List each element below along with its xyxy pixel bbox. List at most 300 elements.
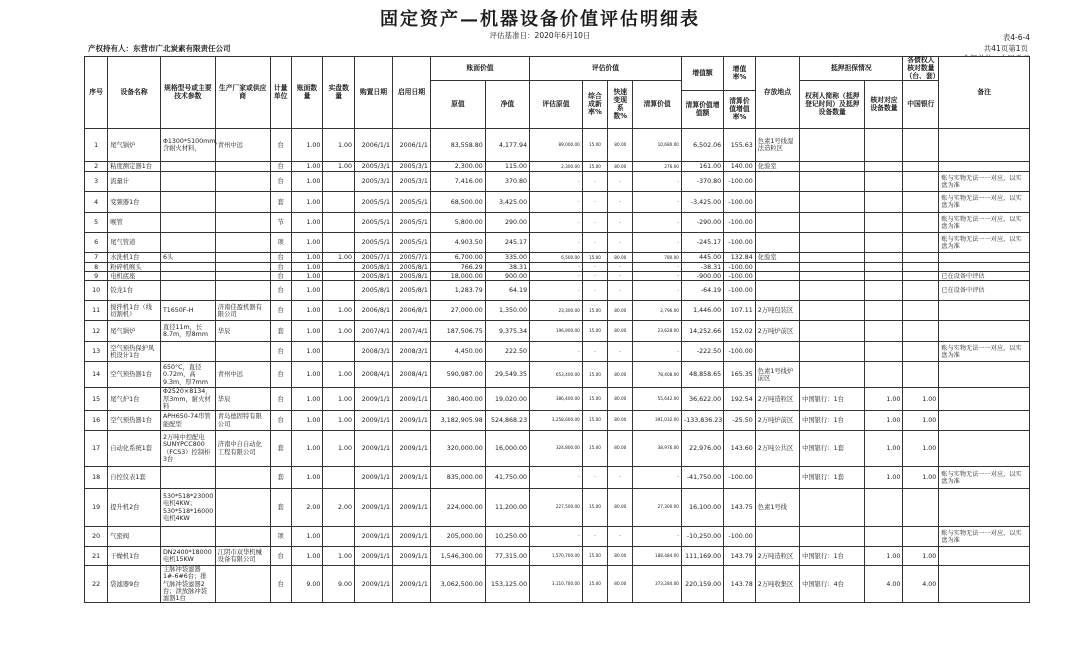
cell-real-qty: 1.00 (323, 301, 355, 321)
cell-pledgee (800, 489, 865, 527)
cell-location (755, 281, 799, 301)
cell-orig: 380,400.00 (430, 388, 485, 411)
cell-quick-rate: 80.00 (608, 301, 633, 321)
cell-bank: 1.00 (903, 411, 939, 431)
cell-model (160, 272, 215, 281)
cell-real-qty (323, 213, 355, 233)
cell-seq: 22 (85, 566, 108, 603)
cell-maker (215, 192, 270, 213)
cell-liquidation: 78,408.00 (633, 362, 682, 388)
cell-orig: 590,987.00 (430, 362, 485, 388)
cell-maker (215, 342, 270, 362)
cell-maker: 华辰 (215, 321, 270, 342)
cell-bank (903, 129, 939, 162)
cell-rate: 15.00 (582, 362, 607, 388)
cell-location (755, 272, 799, 281)
cell-book-qty: 1.00 (291, 192, 323, 213)
header-book-qty: 账面数量 (291, 57, 323, 129)
header-pledgee: 权利人简称（抵押登记时间）及抵押设备数量 (800, 81, 865, 129)
cell-location: 2万吨炉前区 (755, 321, 799, 342)
cell-eval-orig: 653,400.00 (530, 362, 583, 388)
cell-location (755, 263, 799, 272)
cell-location (755, 213, 799, 233)
cell-rate: 15.00 (582, 431, 607, 467)
cell-increase: 36,622.00 (681, 388, 723, 411)
table-row (85, 467, 1030, 489)
cell-bank (903, 362, 939, 388)
cell-eval-orig: - (530, 467, 583, 489)
cell-seq: 14 (85, 362, 108, 388)
cell-remark (939, 362, 1030, 388)
cell-remark (939, 566, 1030, 603)
cell-verify: 1.00 (865, 547, 903, 566)
cell-unit: 套 (270, 321, 291, 342)
cell-rate: - (582, 192, 607, 213)
cell-purchase-date: 2007/4/1 (355, 321, 393, 342)
cell-book-qty: 1.00 (291, 547, 323, 566)
cell-orig: 7,416.00 (430, 172, 485, 192)
cell-seq: 17 (85, 431, 108, 467)
cell-purchase-date: 2009/1/1 (355, 467, 393, 489)
cell-remark: 账与实物无法一一对应，以实盘为准 (939, 342, 1030, 362)
cell-liquidation: - (633, 213, 682, 233)
cell-seq: 9 (85, 272, 108, 281)
cell-increase: 1,446.00 (681, 301, 723, 321)
cell-verify (865, 213, 903, 233)
table-row (85, 547, 1030, 566)
cell-model: Φ2520×8134，厚3mm，耐火材料 (160, 388, 215, 411)
cell-start-date: 2009/1/1 (392, 547, 430, 566)
cell-orig: 83,558.80 (430, 129, 485, 162)
cell-verify: 1.00 (865, 467, 903, 489)
table-row (85, 362, 1030, 388)
cell-unit: 台 (270, 388, 291, 411)
cell-eval-orig: 3,110,700.00 (530, 566, 583, 603)
owner-label: 产权持有人：东营市广北炭素有限责任公司 (88, 44, 231, 53)
cell-unit: 台 (270, 263, 291, 272)
cell-maker (215, 253, 270, 263)
cell-pledgee: 中国银行：1台 (800, 547, 865, 566)
cell-model (160, 213, 215, 233)
cell-seq: 16 (85, 411, 108, 431)
cell-name: 空气预热器1台 (108, 411, 161, 431)
cell-quick-rate: 80.00 (608, 253, 633, 263)
cell-net: 16,000.00 (485, 431, 529, 467)
cell-book-qty: 1.00 (291, 281, 323, 301)
cell-orig: 1,283.79 (430, 281, 485, 301)
cell-net: 222.50 (485, 342, 529, 362)
cell-increase: -133,836.23 (681, 411, 723, 431)
header-maker: 生产厂家或供应商 (215, 57, 270, 129)
base-date: 评估基准日：2020年6月10日 (489, 31, 591, 40)
cell-location: 化验室 (755, 162, 799, 172)
cell-rate: 15.00 (582, 162, 607, 172)
cell-increase-rate: 132.84 (724, 253, 756, 263)
cell-pledgee (800, 233, 865, 253)
cell-rate: 15.00 (582, 411, 607, 431)
cell-rate: - (582, 272, 607, 281)
cell-quick-rate: - (608, 192, 633, 213)
cell-start-date: 2005/8/1 (392, 263, 430, 272)
cell-orig: 205,000.00 (430, 527, 485, 547)
cell-real-qty (323, 263, 355, 272)
cell-start-date: 2009/1/1 (392, 411, 430, 431)
cell-maker: 济南中自自动化工程有限公司 (215, 431, 270, 467)
cell-bank: 1.00 (903, 547, 939, 566)
table-row (85, 431, 1030, 467)
cell-quick-rate: - (608, 213, 633, 233)
cell-bank (903, 263, 939, 272)
cell-seq: 1 (85, 129, 108, 162)
cell-real-qty (323, 233, 355, 253)
cell-location: 色素1号线湿法造粒区 (755, 129, 799, 162)
cell-increase-rate: 143.75 (724, 489, 756, 527)
cell-increase: 445.00 (681, 253, 723, 263)
cell-seq: 13 (85, 342, 108, 362)
header-net: 净值 (485, 81, 529, 129)
cell-real-qty: 1.00 (323, 431, 355, 467)
cell-liquidation: - (633, 281, 682, 301)
cell-eval-orig: 3,258,600.00 (530, 411, 583, 431)
cell-start-date: 2005/8/1 (392, 281, 430, 301)
cell-remark: 账与实物无法一一对应，以实盘为准 (939, 192, 1030, 213)
table-row (85, 129, 1030, 162)
cell-increase: 14,252.66 (681, 321, 723, 342)
cell-seq: 10 (85, 281, 108, 301)
cell-increase: 22,976.00 (681, 431, 723, 467)
cell-quick-rate: - (608, 172, 633, 192)
cell-net: 153,125.00 (485, 566, 529, 603)
cell-quick-rate: - (608, 272, 633, 281)
cell-seq: 2 (85, 162, 108, 172)
cell-liquidation: - (633, 272, 682, 281)
cell-net: 4,177.94 (485, 129, 529, 162)
table-row (85, 411, 1030, 431)
cell-orig: 1,546,300.00 (430, 547, 485, 566)
cell-bank (903, 342, 939, 362)
cell-verify (865, 301, 903, 321)
cell-net: 19,020.00 (485, 388, 529, 411)
cell-verify (865, 321, 903, 342)
cell-net: 64.19 (485, 281, 529, 301)
cell-orig: 6,700.00 (430, 253, 485, 263)
cell-remark: 已在设备中评估 (939, 281, 1030, 301)
cell-verify: 4.00 (865, 566, 903, 603)
cell-bank (903, 233, 939, 253)
cell-quick-rate: - (608, 342, 633, 362)
cell-eval-orig: - (530, 527, 583, 547)
cell-maker (215, 213, 270, 233)
cell-pledgee (800, 272, 865, 281)
cell-orig: 3,182,905.98 (430, 411, 485, 431)
cell-increase-rate: -100.00 (724, 213, 756, 233)
cell-liquidation: 2,796.00 (633, 301, 682, 321)
cell-liquidation: - (633, 467, 682, 489)
cell-eval-orig: 2,300.00 (530, 162, 583, 172)
cell-real-qty (323, 467, 355, 489)
cell-name: 空气预热保护风机设计1台 (108, 342, 161, 362)
cell-increase: 48,858.65 (681, 362, 723, 388)
cell-verify (865, 281, 903, 301)
cell-pledgee (800, 253, 865, 263)
cell-real-qty: 1.00 (323, 388, 355, 411)
cell-purchase-date: 2009/1/1 (355, 527, 393, 547)
cell-pledgee (800, 162, 865, 172)
cell-start-date: 2005/3/1 (392, 162, 430, 172)
cell-bank (903, 213, 939, 233)
cell-quick-rate: - (608, 263, 633, 272)
cell-maker (215, 162, 270, 172)
cell-start-date: 2005/5/1 (392, 192, 430, 213)
cell-pledgee: 中国银行：1套 (800, 431, 865, 467)
cell-increase-rate: -100.00 (724, 172, 756, 192)
cell-pledgee (800, 213, 865, 233)
cell-real-qty: 2.00 (323, 489, 355, 527)
cell-book-qty: 1.00 (291, 263, 323, 272)
cell-start-date: 2006/1/1 (392, 129, 430, 162)
cell-remark (939, 301, 1030, 321)
cell-unit: 台 (270, 253, 291, 263)
cell-liquidation: 55,642.00 (633, 388, 682, 411)
cell-increase-rate: 155.63 (724, 129, 756, 162)
cell-net: 38.31 (485, 263, 529, 272)
cell-verify (865, 362, 903, 388)
cell-liquidation: - (633, 263, 682, 272)
cell-pledgee: 中国银行：1台 (800, 388, 865, 411)
cell-rate: 15.00 (582, 388, 607, 411)
cell-increase: 6,502.06 (681, 129, 723, 162)
cell-purchase-date: 2005/8/1 (355, 272, 393, 281)
cell-net: 335.00 (485, 253, 529, 263)
cell-bank: 1.00 (903, 388, 939, 411)
cell-eval-orig: - (530, 172, 583, 192)
cell-quick-rate: 80.00 (608, 489, 633, 527)
cell-verify: 1.00 (865, 388, 903, 411)
cell-book-qty: 2.00 (291, 489, 323, 527)
cell-bank (903, 272, 939, 281)
cell-orig: 5,800.00 (430, 213, 485, 233)
cell-increase: 161.00 (681, 162, 723, 172)
cell-start-date: 2005/8/1 (392, 272, 430, 281)
cell-rate: 15.00 (582, 253, 607, 263)
cell-book-qty: 1.00 (291, 527, 323, 547)
cell-bank (903, 527, 939, 547)
table-number: 表4-6-4 (1002, 33, 1030, 42)
cell-quick-rate: 80.00 (608, 547, 633, 566)
cell-net: 29,549.35 (485, 362, 529, 388)
cell-purchase-date: 2009/1/1 (355, 566, 393, 603)
cell-model: 2万吨中控配电SUNYPCC800（FCS3）控制柜3台 (160, 431, 215, 467)
cell-liquidation: - (633, 192, 682, 213)
cell-book-qty: 1.00 (291, 431, 323, 467)
cell-maker (215, 281, 270, 301)
cell-eval-orig: - (530, 213, 583, 233)
appraisal-table (84, 56, 1030, 603)
cell-remark (939, 431, 1030, 467)
cell-remark (939, 547, 1030, 566)
cell-location: 化验室 (755, 253, 799, 263)
cell-unit: 台 (270, 281, 291, 301)
header-quick-rate: 快速变现系数% (608, 81, 633, 129)
cell-bank (903, 321, 939, 342)
cell-purchase-date: 2005/8/1 (355, 263, 393, 272)
cell-unit: 项 (270, 233, 291, 253)
header-liquidation: 清算价值 (633, 81, 682, 129)
cell-model: 530*518*23000电机4KW；530*518*16000电机4KW (160, 489, 215, 527)
cell-location (755, 467, 799, 489)
cell-remark: 账与实物无法一一对应，以实盘为准 (939, 527, 1030, 547)
cell-book-qty: 1.00 (291, 213, 323, 233)
cell-model (160, 162, 215, 172)
cell-purchase-date: 2009/1/1 (355, 547, 393, 566)
cell-location (755, 172, 799, 192)
cell-maker: 青岛德固特有限公司 (215, 411, 270, 431)
cell-bank (903, 192, 939, 213)
cell-purchase-date: 2005/3/1 (355, 172, 393, 192)
cell-real-qty: 1.00 (323, 253, 355, 263)
cell-remark (939, 162, 1030, 172)
cell-quick-rate: 80.00 (608, 411, 633, 431)
cell-orig: 4,903.50 (430, 233, 485, 253)
cell-model: 主脉冲袋滤器1#-6#6台；排气脉冲袋滤器2台；泄放脉冲袋滤器1台 (160, 566, 215, 603)
cell-eval-orig: 324,800.00 (530, 431, 583, 467)
cell-book-qty: 1.00 (291, 272, 323, 281)
cell-increase-rate: 143.79 (724, 547, 756, 566)
header-model: 规格型号或主要技术参数 (160, 57, 215, 129)
cell-location: 2万吨包装区 (755, 301, 799, 321)
cell-start-date: 2005/3/1 (392, 172, 430, 192)
cell-rate: - (582, 342, 607, 362)
cell-quick-rate: 80.00 (608, 362, 633, 388)
cell-maker: 华辰 (215, 388, 270, 411)
table-row (85, 281, 1030, 301)
cell-start-date: 2006/8/1 (392, 301, 430, 321)
cell-purchase-date: 2005/7/1 (355, 253, 393, 263)
cell-real-qty: 9.00 (323, 566, 355, 603)
cell-model: Φ1300*5100mm，含耐火材料， (160, 129, 215, 162)
table-row (85, 233, 1030, 253)
header-bank: 中国银行 (903, 81, 939, 129)
cell-model: 6头 (160, 253, 215, 263)
cell-purchase-date: 2008/4/1 (355, 362, 393, 388)
cell-remark (939, 263, 1030, 272)
cell-maker (215, 566, 270, 603)
cell-liquidation: - (633, 342, 682, 362)
table-row (85, 213, 1030, 233)
cell-name: 粘度测定器1台 (108, 162, 161, 172)
cell-verify (865, 129, 903, 162)
cell-increase: -10,250.00 (681, 527, 723, 547)
cell-purchase-date: 2005/5/1 (355, 213, 393, 233)
cell-unit: 套 (270, 489, 291, 527)
cell-rate: 15.00 (582, 489, 607, 527)
table-row (85, 342, 1030, 362)
cell-purchase-date: 2009/1/1 (355, 431, 393, 467)
cell-seq: 5 (85, 213, 108, 233)
cell-pledgee (800, 527, 865, 547)
cell-net: 41,750.00 (485, 467, 529, 489)
cell-orig: 4,450.00 (430, 342, 485, 362)
cell-unit: 台 (270, 301, 291, 321)
cell-start-date: 2009/1/1 (392, 489, 430, 527)
cell-name: 尾气锅炉 (108, 129, 161, 162)
cell-book-qty: 1.00 (291, 172, 323, 192)
cell-real-qty: 1.00 (323, 547, 355, 566)
header-orig: 原值 (430, 81, 485, 129)
cell-liquidation: - (633, 527, 682, 547)
cell-model (160, 527, 215, 547)
cell-eval-orig: - (530, 281, 583, 301)
cell-verify (865, 272, 903, 281)
cell-model: APH650-74串管能配型 (160, 411, 215, 431)
cell-maker (215, 489, 270, 527)
cell-orig: 18,000.00 (430, 272, 485, 281)
cell-increase-rate: 165.35 (724, 362, 756, 388)
cell-increase: -41,750.00 (681, 467, 723, 489)
cell-book-qty: 1.00 (291, 411, 323, 431)
cell-remark: 账与实物无法一一对应，以实盘为准 (939, 172, 1030, 192)
cell-bank: 4.00 (903, 566, 939, 603)
cell-increase-rate: -100.00 (724, 527, 756, 547)
cell-pledgee (800, 362, 865, 388)
cell-unit: 台 (270, 162, 291, 172)
cell-pledgee (800, 263, 865, 272)
cell-quick-rate: 80.00 (608, 321, 633, 342)
header-real-qty: 实盘数量 (323, 57, 355, 129)
cell-increase: -38.31 (681, 263, 723, 272)
cell-liquidation: 27,300.00 (633, 489, 682, 527)
cell-pledgee (800, 192, 865, 213)
cell-increase-rate: -100.00 (724, 263, 756, 272)
cell-purchase-date: 2006/1/1 (355, 129, 393, 162)
cell-eval-orig: 23,300.00 (530, 301, 583, 321)
cell-eval-orig: - (530, 233, 583, 253)
header-liq-increase: 清算价值增值额 (681, 91, 723, 129)
cell-real-qty (323, 527, 355, 547)
table-row (85, 388, 1030, 411)
cell-name: 空气预热器1台 (108, 362, 161, 388)
cell-book-qty: 1.00 (291, 362, 323, 388)
cell-bank: 1.00 (903, 431, 939, 467)
cell-seq: 19 (85, 489, 108, 527)
cell-book-qty: 1.00 (291, 301, 323, 321)
cell-location: 2万吨炉前区 (755, 411, 799, 431)
cell-model (160, 281, 215, 301)
cell-name: 喉管 (108, 213, 161, 233)
cell-unit: 台 (270, 272, 291, 281)
cell-net: 3,425.00 (485, 192, 529, 213)
cell-eval-orig: - (530, 342, 583, 362)
cell-verify (865, 489, 903, 527)
cell-rate: - (582, 527, 607, 547)
cell-purchase-date: 2005/3/1 (355, 162, 393, 172)
cell-liquidation: 188,484.00 (633, 547, 682, 566)
cell-increase: -245.17 (681, 233, 723, 253)
cell-verify: 1.00 (865, 411, 903, 431)
cell-seq: 7 (85, 253, 108, 263)
cell-real-qty (323, 192, 355, 213)
cell-quick-rate: 80.00 (608, 388, 633, 411)
table-row (85, 272, 1030, 281)
cell-location (755, 192, 799, 213)
cell-net: 10,250.00 (485, 527, 529, 547)
cell-bank (903, 253, 939, 263)
cell-increase: -900.00 (681, 272, 723, 281)
cell-liquidation: 38,976.00 (633, 431, 682, 467)
table-row (85, 301, 1030, 321)
cell-eval-orig: 196,900.00 (530, 321, 583, 342)
cell-orig: 27,000.00 (430, 301, 485, 321)
